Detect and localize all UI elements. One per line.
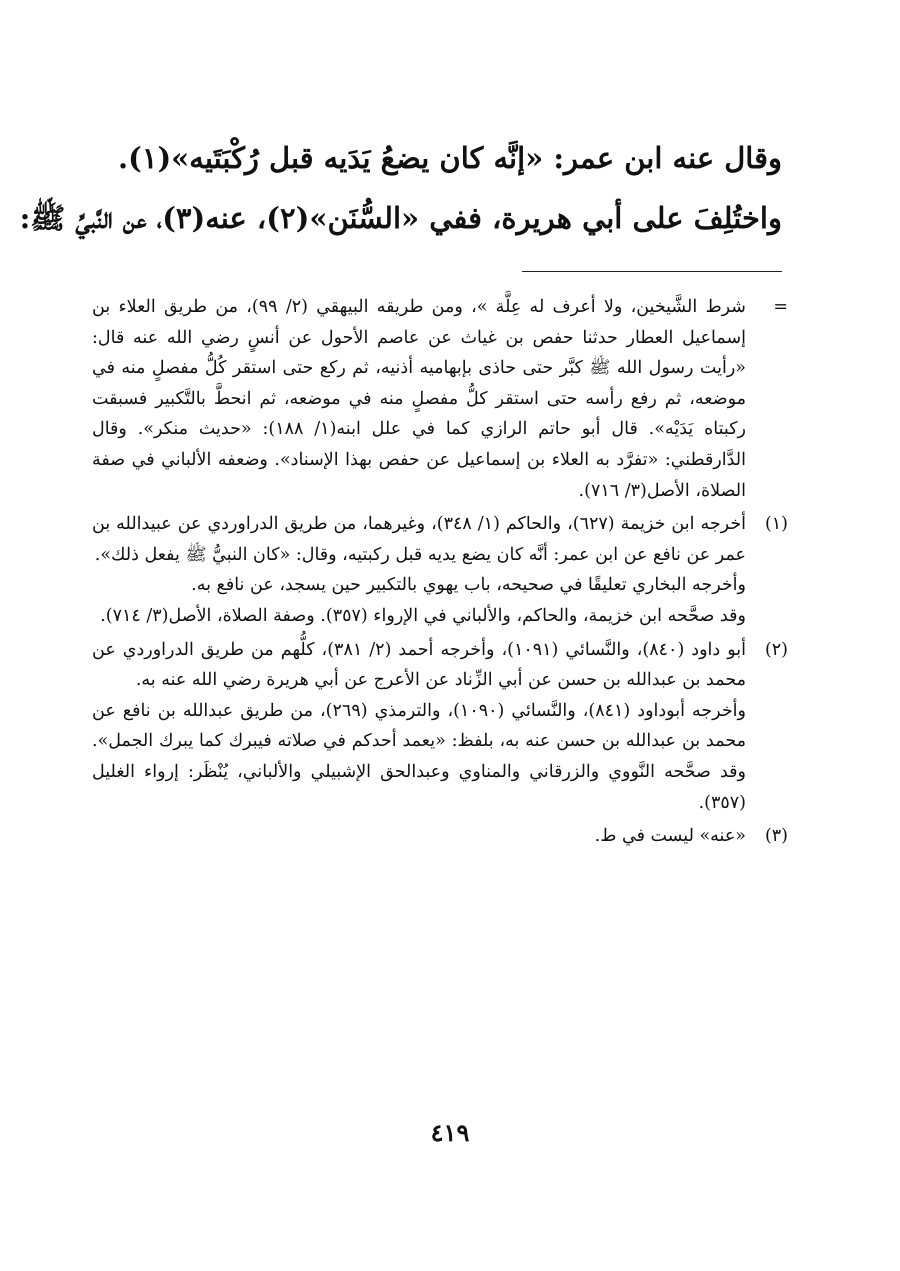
footnote-continued	[92, 292, 788, 506]
footnote-paragraph: وقد صحَّحه ابن خزيمة، والحاكم، والألباني في الإرواء (٣٥٧). وصفة الصلاة، الأصل(٣/ ٧١٤).	[100, 605, 746, 626]
main-text-line-1: وقال عنه ابن عمر: «إنَّه كان يضعُ يَدَيه قبل رُكْبَتَيه»(١).	[118, 141, 782, 175]
main-text-line-2: واختُلِفَ على أبي هريرة، ففي «السُّنَن»(٢)، عنه(٣)، عن النَّبيِّ ﷺ:	[19, 201, 782, 235]
footnote-2-marker: (٢)	[764, 639, 788, 660]
footnotes-section	[92, 292, 788, 852]
main-text	[19, 128, 782, 248]
footnote-1-marker: (١)	[764, 514, 788, 535]
footnote-paragraph: وأخرجه البخاري تعليقًا في صحيحه، باب يهوي بالتكبير حين يسجد، عن نافع به.	[191, 575, 746, 596]
footnote-paragraph: أخرجه ابن خزيمة (٦٢٧)، والحاكم (١/ ٣٤٨)، وغيرهما، من طريق الدراوردي عن عبيدالله بن عمر عن نافع عن ابن عمر: أنَّه كان يضع يديه قبل ركبتيه، وقال: «كان النبيُّ ﷺ يفعل ذلك».	[92, 514, 747, 565]
footnote-paragraph: وأخرجه أبوداود (٨٤١)، والنَّسائي (١٠٩٠)، والترمذي (٢٦٩)، من طريق عبدالله بن نافع عن محمد بن عبدالله بن حسن عنه به، بلفظ: «يعمد أحدكم في صلاته فيبرك كما يبرك الجمل». وقد صحَّحه النَّووي والزرقاني والمناوي وعبدالحق الإشبيلي والألباني، يُنْظَر: إرواء الغليل (٣٥٧).	[92, 700, 746, 813]
page-number: ٤١٩	[430, 1118, 470, 1147]
footnote-continued-marker: =	[773, 297, 788, 317]
footnote-paragraph: أبو داود (٨٤٠)، والنَّسائي (١٠٩١)، وأخرجه أحمد (٢/ ٣٨١)، كلُّهم من طريق الدراوردي عن محمد بن عبدالله بن حسن عن أبي الزِّناد عن الأعرج عن أبي هريرة رضي الله عنه به.	[92, 639, 746, 691]
footnote-paragraph: «عنه» ليست في ط.	[594, 826, 746, 847]
footnote-2	[92, 635, 788, 819]
footnote-3-marker: (٣)	[764, 826, 788, 847]
footnote-1	[92, 509, 788, 631]
footnote-paragraph: شرط الشَّيخين، ولا أعرف له عِلَّة »، ومن طريقه البيهقي (٢/ ٩٩)، من طريق العلاء بن إسماعيل العطار حدثنا حفص بن غياث عن عاصم الأحول عن أنسٍ رضي الله عنه قال: «رأيت رسول الله ﷺ كبَّر حتى حاذى بإبهاميه أذنيه، ثم ركع حتى استقر كُلُّ مفصلٍ منه في موضعه، ثم رفع رأسه حتى استقر كلُّ مفصلٍ منه في موضعه، ثم انحطَّ بالتَّكبير فسبقت ركبتاه يَدَيْه». قال أبو حاتم الرازي كما في علل ابنه(١/ ١٨٨): «حديث منكر». وقال الدَّارقطني: «تفرَّد به العلاء بن إسماعيل عن حفص بهذا الإسناد». وضعفه الألباني في صفة الصلاة، الأصل(٣/ ٧١٦).	[92, 297, 746, 501]
footnote-divider	[522, 271, 782, 272]
footnote-3	[92, 821, 788, 852]
